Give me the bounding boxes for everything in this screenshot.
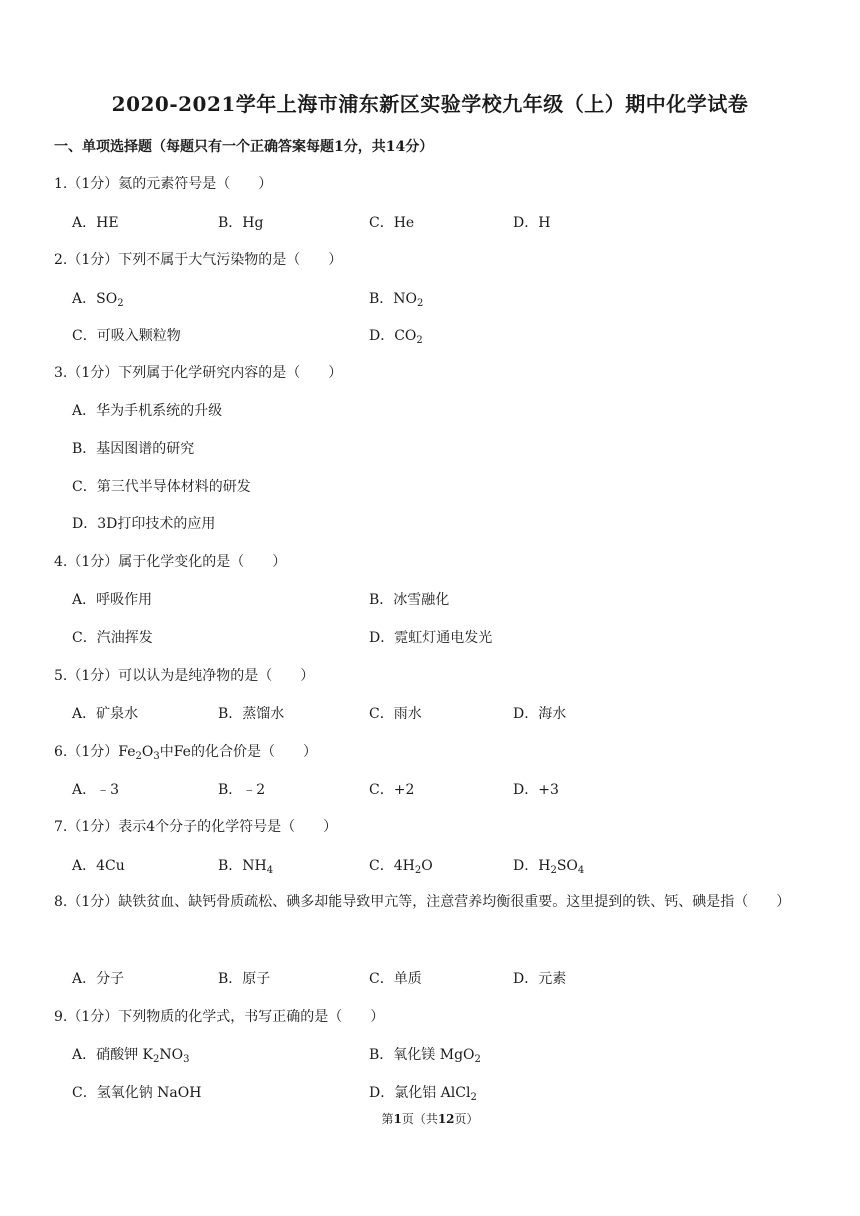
option-d[interactable]: D．元素	[513, 971, 567, 987]
option-b[interactable]: B．﹣2	[218, 782, 266, 798]
page-title: 2020-2021学年上海市浦东新区实验学校九年级（上）期中化学试卷	[111, 92, 749, 116]
question-7: 7.（1分）表示4个分子的化学符号是（ ）	[54, 819, 338, 835]
option-b[interactable]: B．蒸馏水	[218, 706, 285, 722]
option-c[interactable]: C．雨水	[369, 706, 422, 722]
question-9-options-row1	[72, 1045, 800, 1065]
option-b[interactable]: B．氧化镁 MgO$_2$	[369, 1047, 481, 1065]
page-total: 12	[437, 1112, 455, 1126]
option-b[interactable]: B．冰雪融化	[369, 592, 450, 608]
question-8-options	[72, 969, 800, 989]
option-a[interactable]: A．华为手机系统的升级	[72, 403, 223, 419]
option-c[interactable]: C．汽油挥发	[72, 630, 153, 646]
question-4: 4.（1分）属于化学变化的是（ ）	[54, 554, 287, 570]
question-5-options	[72, 704, 800, 724]
option-d[interactable]: D．$CO_2$	[369, 328, 423, 346]
option-b[interactable]: B．$NO_2$	[369, 291, 424, 309]
question-6: 6.（1分）$Fe_2O_3$中Fe的化合价是（ ）	[54, 744, 317, 762]
question-1-options	[72, 213, 800, 233]
option-d[interactable]: D．海水	[513, 706, 567, 722]
question-1: 1.（1分）氦的元素符号是（ ）	[54, 176, 273, 192]
question-9-options-row2	[72, 1083, 800, 1103]
page-footer: 第1页（共12页）	[381, 1112, 479, 1126]
option-a[interactable]: A．$SO_2$	[72, 291, 124, 309]
question-4-options-row2	[72, 628, 800, 648]
section-heading: 一、单项选择题（每题只有一个正确答案每题1分，共14分）	[54, 139, 434, 155]
option-a[interactable]: A．呼吸作用	[72, 592, 153, 608]
question-6-options	[72, 780, 800, 800]
question-3-option-d-row	[72, 514, 800, 534]
question-9: 9.（1分）下列物质的化学式，书写正确的是（ ）	[54, 1009, 385, 1025]
question-3: 3.（1分）下列属于化学研究内容的是（ ）	[54, 365, 343, 381]
option-a[interactable]: A．﹣3	[72, 782, 120, 798]
option-b[interactable]: B．$NH_4$	[218, 858, 274, 876]
option-d[interactable]: D．H	[513, 215, 551, 231]
option-d[interactable]: D．霓虹灯通电发光	[369, 630, 493, 646]
option-d[interactable]: D．+3	[513, 782, 559, 798]
question-3-option-c-row	[72, 477, 800, 497]
option-a[interactable]: A．硝酸钾 $K_2NO_3$	[72, 1047, 190, 1065]
option-a[interactable]: A．分子	[72, 971, 125, 987]
option-c[interactable]: C．$4H_2O$	[369, 858, 433, 876]
option-c[interactable]: C．单质	[369, 971, 422, 987]
option-b[interactable]: B．原子	[218, 971, 271, 987]
option-c[interactable]: C．氢氧化钠 NaOH	[72, 1085, 202, 1101]
question-2-options-row2	[72, 326, 800, 346]
question-2: 2.（1分）下列不属于大气污染物的是（ ）	[54, 252, 343, 268]
page-number: 1	[393, 1112, 402, 1126]
question-3-option-b-row	[72, 439, 800, 459]
option-d[interactable]: D．3D打印技术的应用	[72, 516, 216, 532]
question-5: 5.（1分）可以认为是纯净物的是（ ）	[54, 668, 315, 684]
option-a[interactable]: A．4Cu	[72, 858, 125, 874]
option-c[interactable]: C．+2	[369, 782, 415, 798]
question-2-options-row1	[72, 289, 800, 309]
question-4-options-row1	[72, 590, 800, 610]
option-c[interactable]: C．可吸入颗粒物	[72, 328, 181, 344]
option-b[interactable]: B．Hg	[218, 215, 264, 231]
option-d[interactable]: D．氯化铝 AlCl$_2$	[369, 1085, 477, 1103]
question-7-options	[72, 856, 800, 876]
option-c[interactable]: C．第三代半导体材料的研发	[72, 479, 251, 495]
question-8: 8.（1分）缺铁贫血、缺钙骨质疏松、碘多却能导致甲亢等，注意营养均衡很重要。这里提到的铁、钙、碘是指（ ）	[54, 894, 791, 910]
question-3-option-a-row	[72, 401, 800, 421]
option-a[interactable]: A．HE	[72, 215, 119, 231]
option-d[interactable]: D．$H_2SO_4$	[513, 858, 585, 876]
option-b[interactable]: B．基因图谱的研究	[72, 441, 195, 457]
option-c[interactable]: C．He	[369, 215, 415, 231]
option-a[interactable]: A．矿泉水	[72, 706, 139, 722]
